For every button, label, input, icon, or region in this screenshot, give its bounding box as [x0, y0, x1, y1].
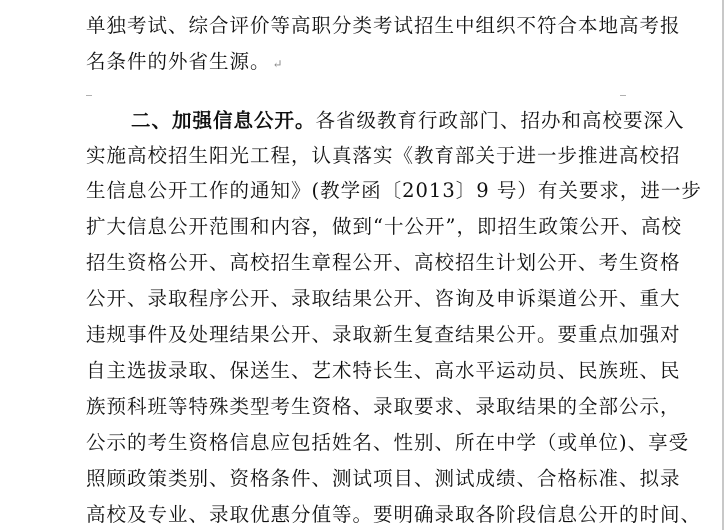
section-line-9: 公示的考生资格信息应包括姓名、性别、所在中学（或单位)、享受 [86, 431, 690, 454]
section-line-5: 公开、录取程序公开、录取结果公开、咨询及申诉渠道公开、重大 [86, 287, 681, 310]
body-text-line-2-text: 名条件的外省生源。 [86, 50, 271, 73]
body-text-line-1: 单独考试、综合评价等高职分类考试招生中组织不符合本地高考报 [86, 14, 681, 37]
section-line-7: 自主选拔录取、保送生、艺术特长生、高水平运动员、民族班、民 [86, 359, 681, 382]
section-line-10: 照顾政策类别、资格条件、测试项目、测试成绩、合格标准、拟录 [86, 467, 681, 490]
section-line-3: 扩大信息公开范围和内容，做到“十公开”，即招生政策公开、高校 [86, 215, 682, 238]
body-text-line-2 [86, 50, 626, 76]
section-line-8: 族预科班等特殊类型考生资格、录取要求、录取结果的全部公示， [86, 395, 681, 418]
section-line-11: 高校及专业、录取优惠分值等。要明确录取各阶段信息公开的时间、 [86, 503, 702, 526]
page-corner-right-icon [620, 95, 626, 102]
section-line-1: 实施高校招生阳光工程，认真落实《教育部关于进一步推进高校招 [86, 144, 681, 167]
section-heading: 二、加强信息公开。 [131, 109, 316, 132]
section-heading-line [131, 109, 685, 133]
section-line-6: 违规事件及处理结果公开、录取新生复查结果公开。要重点加强对 [86, 323, 681, 346]
section-line-4: 招生资格公开、高校招生章程公开、高校招生计划公开、考生资格 [86, 251, 681, 274]
section-line-2: 生信息公开工作的通知》(教学函〔2013〕9 号）有关要求，进一步 [86, 179, 702, 202]
page-corner-left-icon [86, 95, 92, 102]
section-heading-rest: 各省级教育行政部门、招办和高校要深入 [315, 109, 685, 132]
paragraph-mark-icon: ↵ [272, 57, 284, 71]
